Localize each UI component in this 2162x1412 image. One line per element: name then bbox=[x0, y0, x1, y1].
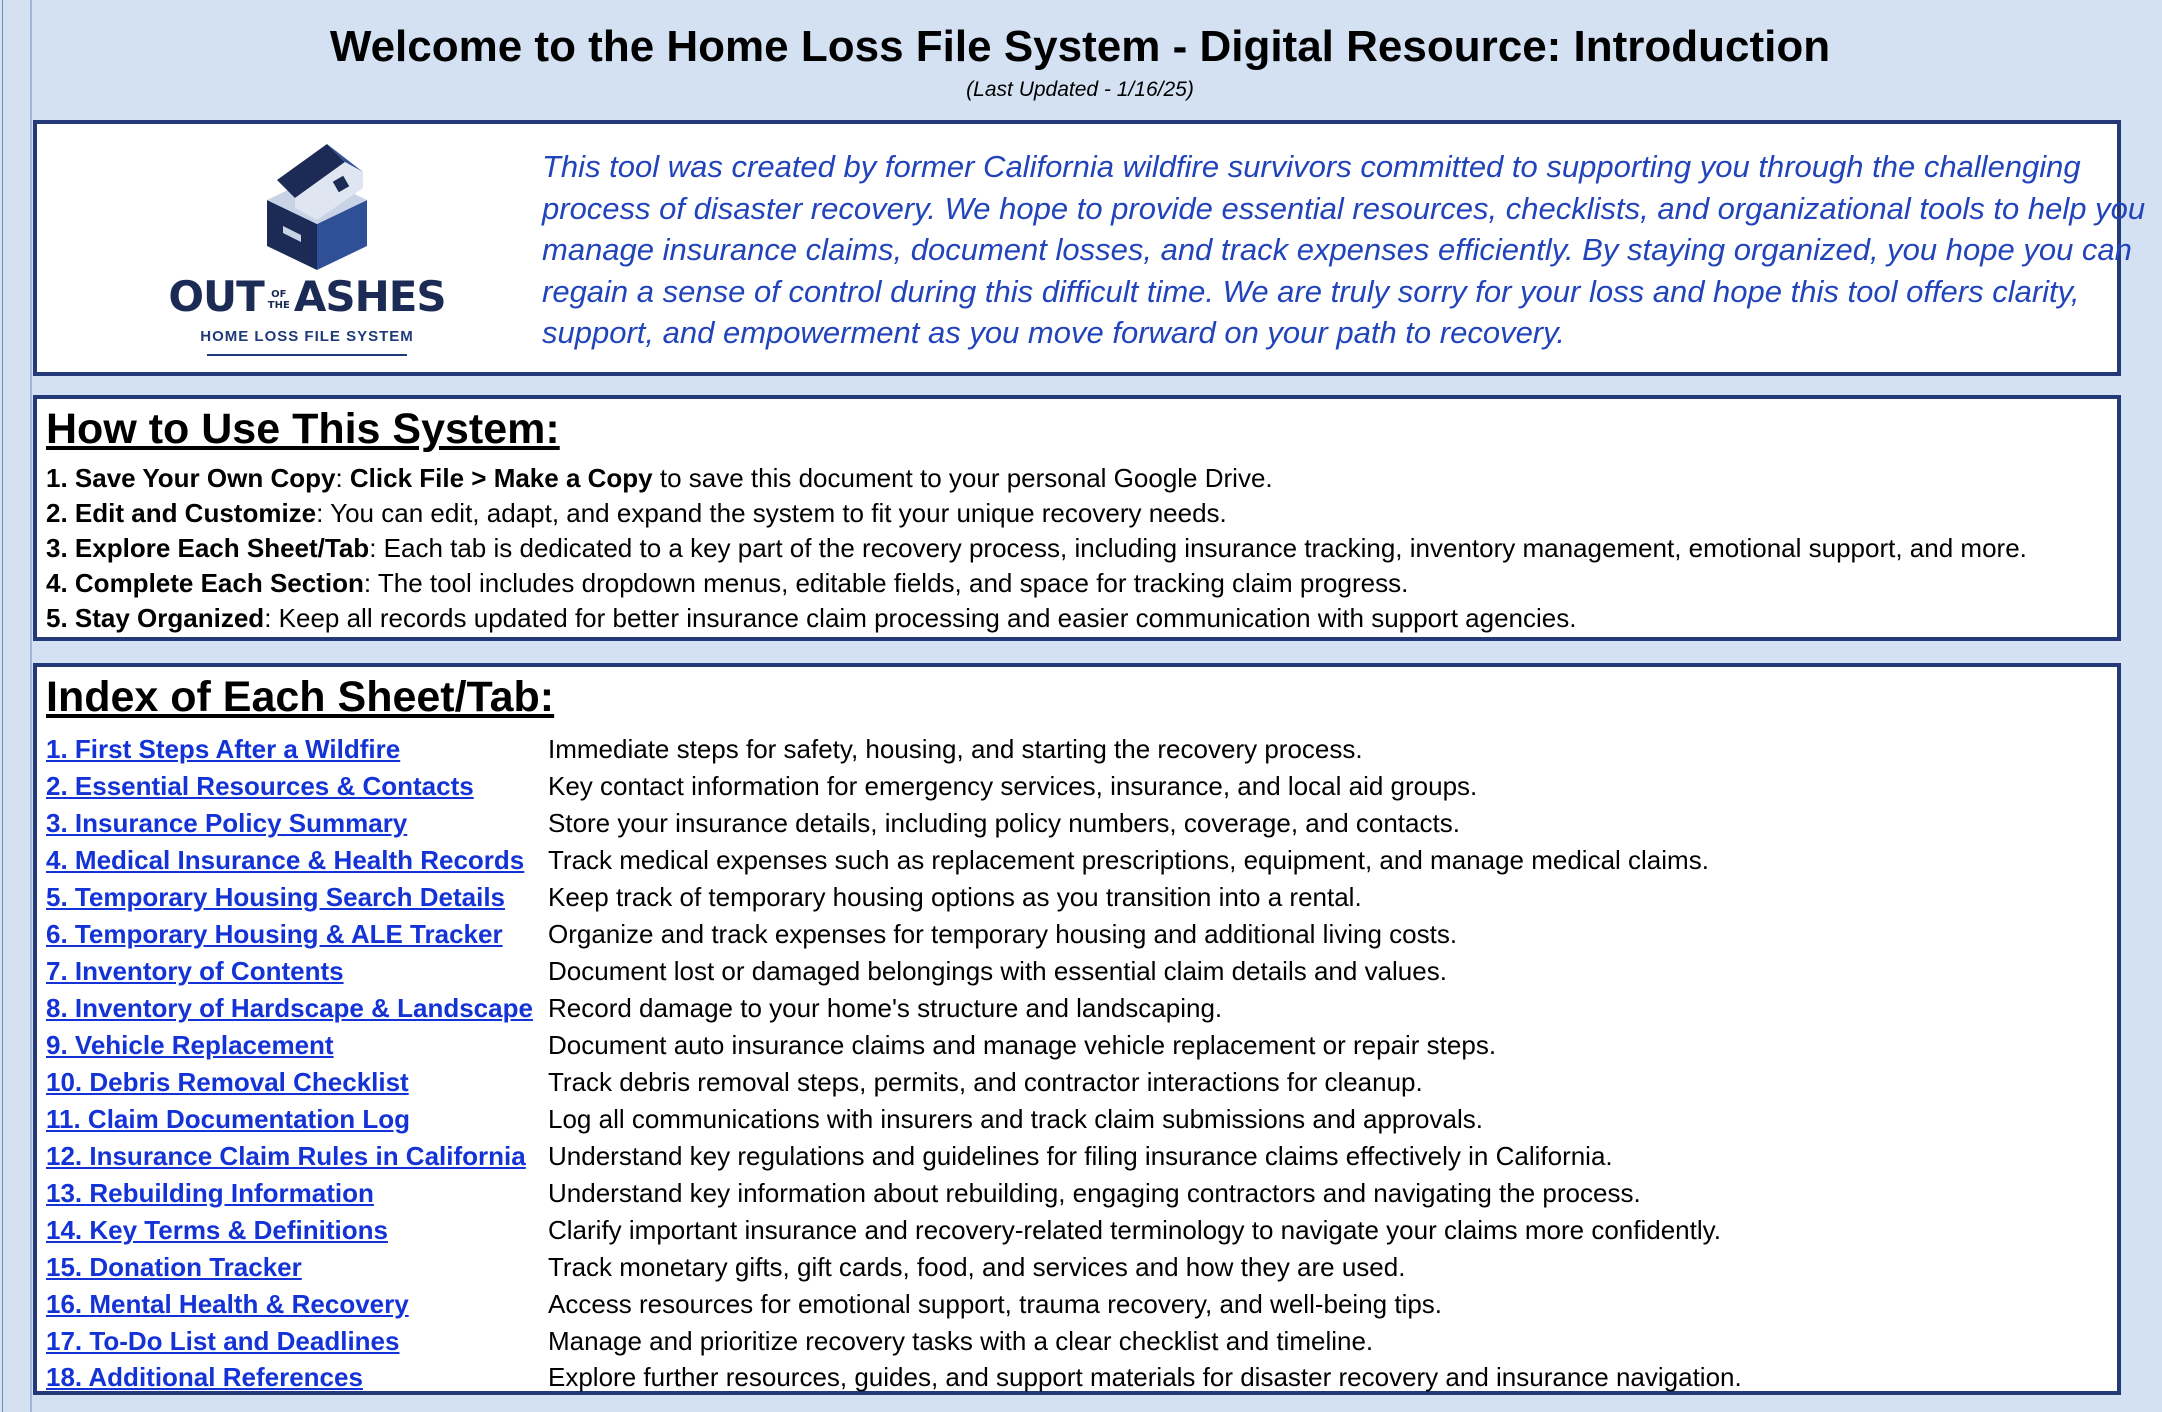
index-link-inventory-contents[interactable]: 7. Inventory of Contents bbox=[46, 956, 344, 986]
index-row bbox=[46, 1286, 2116, 1323]
index-description: Manage and prioritize recovery tasks with a clear checklist and timeline. bbox=[548, 1326, 1374, 1356]
how-to-use-heading: How to Use This System: bbox=[46, 405, 560, 453]
index-list bbox=[46, 731, 2116, 1394]
index-description: Immediate steps for safety, housing, and starting the recovery process. bbox=[548, 734, 1363, 764]
index-link-additional-references[interactable]: 18. Additional References bbox=[46, 1362, 363, 1392]
index-description: Keep track of temporary housing options as you transition into a rental. bbox=[548, 882, 1362, 912]
index-row bbox=[46, 879, 2116, 916]
index-link-donation-tracker[interactable]: 15. Donation Tracker bbox=[46, 1252, 302, 1282]
index-description: Track debris removal steps, permits, and contractor interactions for cleanup. bbox=[548, 1067, 1423, 1097]
index-link-key-terms[interactable]: 14. Key Terms & Definitions bbox=[46, 1215, 388, 1245]
logo-divider bbox=[207, 354, 407, 356]
index-description: Organize and track expenses for temporary housing and additional living costs. bbox=[548, 919, 1458, 949]
index-link-essential-resources[interactable]: 2. Essential Resources & Contacts bbox=[46, 771, 474, 801]
index-row bbox=[46, 1138, 2116, 1175]
house-box-icon bbox=[167, 132, 447, 272]
index-row bbox=[46, 805, 2116, 842]
index-description: Understand key information about rebuilding, engaging contractors and navigating the process. bbox=[548, 1178, 1641, 1208]
index-row bbox=[46, 953, 2116, 990]
index-link-claim-documentation-log[interactable]: 11. Claim Documentation Log bbox=[46, 1104, 411, 1134]
index-row bbox=[46, 1360, 2116, 1394]
logo-wordmark: OUT OF THEASHES bbox=[168, 272, 446, 321]
index-description: Access resources for emotional support, trauma recovery, and well-being tips. bbox=[548, 1289, 1443, 1319]
index-row bbox=[46, 1249, 2116, 1286]
how-to-use-panel bbox=[33, 395, 2121, 641]
index-description: Track medical expenses such as replacement prescriptions, equipment, and manage medical claims. bbox=[548, 845, 1709, 875]
index-description: Record damage to your home's structure and landscaping. bbox=[548, 993, 1223, 1023]
last-updated-note: (Last Updated - 1/16/25) bbox=[966, 78, 1194, 101]
index-link-inventory-hardscape[interactable]: 8. Inventory of Hardscape & Landscape bbox=[46, 993, 533, 1023]
index-link-debris-removal[interactable]: 10. Debris Removal Checklist bbox=[46, 1067, 409, 1097]
index-link-temporary-housing-search[interactable]: 5. Temporary Housing Search Details bbox=[46, 882, 505, 912]
index-row bbox=[46, 990, 2116, 1027]
index-heading: Index of Each Sheet/Tab: bbox=[46, 673, 555, 721]
index-row bbox=[46, 731, 2116, 768]
step-item: 1. Save Your Own Copy: Click File > Make a Copy to save this document to your personal Google Drive. bbox=[46, 463, 1273, 493]
step-item: 4. Complete Each Section: The tool includes dropdown menus, editable fields, and space for tracking claim progress. bbox=[46, 568, 1409, 598]
index-description: Document lost or damaged belongings with essential claim details and values. bbox=[548, 956, 1447, 986]
index-link-ale-tracker[interactable]: 6. Temporary Housing & ALE Tracker bbox=[46, 919, 503, 949]
step-item: 2. Edit and Customize: You can edit, adapt, and expand the system to fit your unique recovery needs. bbox=[46, 498, 1227, 528]
intro-panel bbox=[33, 120, 2146, 376]
index-link-medical-insurance[interactable]: 4. Medical Insurance & Health Records bbox=[46, 845, 525, 875]
index-link-insurance-policy-summary[interactable]: 3. Insurance Policy Summary bbox=[46, 808, 408, 838]
page-title: Welcome to the Home Loss File System - Digital Resource: Introduction bbox=[329, 22, 1831, 71]
index-description: Track monetary gifts, gift cards, food, and services and how they are used. bbox=[548, 1252, 1406, 1282]
index-link-todo-list[interactable]: 17. To-Do List and Deadlines bbox=[46, 1326, 400, 1356]
index-row bbox=[46, 916, 2116, 953]
index-description: Clarify important insurance and recovery-related terminology to navigate your claims more confidently. bbox=[548, 1215, 1721, 1245]
index-row bbox=[46, 1323, 2116, 1360]
row-header-gutter bbox=[0, 0, 32, 1412]
index-row bbox=[46, 1027, 2116, 1064]
intro-description: This tool was created by former California wildfire survivors committed to supporting you through the challenging process of disaster recovery. We hope to provide essential resources, checklists, and organizational tools to help you manage insurance claims, document losses, and track expenses efficiently. By staying organized, you hope you can regain a sense of control during this difficult time. We are truly sorry for your loss and hope this tool offers clarity, support, and empowerment as you move forward on your path to recovery. bbox=[542, 149, 2146, 350]
index-description: Log all communications with insurers and track claim submissions and approvals. bbox=[548, 1104, 1483, 1134]
index-row bbox=[46, 842, 2116, 879]
index-description: Key contact information for emergency services, insurance, and local aid groups. bbox=[548, 771, 1478, 801]
out-of-the-ashes-logo bbox=[167, 132, 447, 362]
index-description: Understand key regulations and guidelines for filing insurance claims effectively in California. bbox=[548, 1141, 1613, 1171]
step-item: 3. Explore Each Sheet/Tab: Each tab is dedicated to a key part of the recovery process, including insurance tracking, inventory management, emotional support, and more. bbox=[46, 533, 2027, 563]
logo-tagline: HOME LOSS FILE SYSTEM bbox=[200, 328, 414, 345]
index-link-claim-rules-california[interactable]: 12. Insurance Claim Rules in California bbox=[46, 1141, 526, 1171]
index-row bbox=[46, 1064, 2116, 1101]
index-row bbox=[46, 768, 2116, 805]
gutter-gridline bbox=[2, 0, 3, 1412]
index-link-vehicle-replacement[interactable]: 9. Vehicle Replacement bbox=[46, 1030, 334, 1060]
index-row bbox=[46, 1175, 2116, 1212]
index-link-rebuilding-information[interactable]: 13. Rebuilding Information bbox=[46, 1178, 374, 1208]
how-to-steps-list bbox=[46, 461, 2116, 636]
index-row bbox=[46, 1101, 2116, 1138]
index-row bbox=[46, 1212, 2116, 1249]
index-description: Store your insurance details, including policy numbers, coverage, and contacts. bbox=[548, 808, 1460, 838]
index-description: Document auto insurance claims and manage vehicle replacement or repair steps. bbox=[548, 1030, 1497, 1060]
index-link-mental-health[interactable]: 16. Mental Health & Recovery bbox=[46, 1289, 409, 1319]
index-link-first-steps[interactable]: 1. First Steps After a Wildfire bbox=[46, 734, 401, 764]
index-description: Explore further resources, guides, and support materials for disaster recovery and insurance navigation. bbox=[548, 1362, 1742, 1392]
index-panel bbox=[33, 663, 2121, 1395]
step-item: 5. Stay Organized: Keep all records updated for better insurance claim processing and easier communication with support agencies. bbox=[46, 603, 1577, 633]
